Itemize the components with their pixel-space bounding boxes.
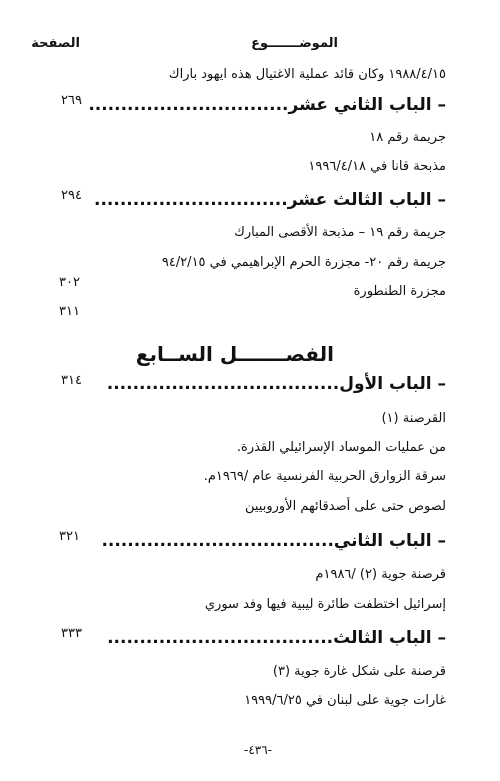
toc-section-heading: – الباب الثالث عشر.............................. xyxy=(93,190,446,210)
toc-line: من عمليات الموساد الإسرائيلي القذرة. xyxy=(236,440,446,455)
page-number: ٢٦٩ xyxy=(61,93,82,108)
toc-section-heading: – الباب الثاني عشر............................... xyxy=(88,95,446,115)
toc-line: القرصنة (١) xyxy=(381,411,446,426)
page-column-header: الصفحة xyxy=(31,36,80,51)
toc-line: لصوص حتى على أصدقائهم الأوروبيين xyxy=(244,499,446,514)
toc-line: ١٩٨٨/٤/١٥ وكان قائد عملية الاغتيال هذه ايهود باراك xyxy=(168,67,446,82)
page-number: ٣١٤ xyxy=(61,373,82,388)
page-number: ٣٢١ xyxy=(59,529,80,544)
toc-line: جريمة رقم ٢٠- مجزرة الحرم الإبراهيمي في ٩٤/٢/١٥ xyxy=(161,255,446,270)
toc-section-heading: – الباب الثالث................................... xyxy=(107,628,446,648)
page-number: ٣٠٢ xyxy=(59,275,80,290)
toc-line: غارات جوية على لبنان في ١٩٩٩/٦/٢٥ xyxy=(244,693,446,708)
toc-section-heading: – الباب الأول.................................... xyxy=(106,374,446,394)
toc-line: مذبحة قانا في ١٩٩٦/٤/١٨ xyxy=(308,159,446,174)
page-number: ٣١١ xyxy=(59,304,80,319)
toc-line: سرقة الزوارق الحربية الفرنسية عام /١٩٦٩م. xyxy=(203,469,446,484)
topic-column-header: الموضـــــــوع xyxy=(251,36,338,51)
chapter-heading: الفصـــــــل الســابع xyxy=(135,342,334,366)
toc-section-heading: – الباب الثاني.................................... xyxy=(101,531,446,551)
toc-line: جريمة رقم ١٨ xyxy=(369,130,446,145)
toc-line: قرصنة على شكل غارة جوية (٣) xyxy=(272,664,446,679)
page-number: ٣٣٣ xyxy=(61,626,82,641)
page-number: ٢٩٤ xyxy=(61,188,82,203)
page-footer-number: -٤٣٦- xyxy=(243,743,272,757)
toc-line: إسرائيل اختطفت طائرة ليبية فيها وفد سوري xyxy=(204,597,446,612)
toc-line: جريمة رقم ١٩ – مذبحة الأقصى المبارك xyxy=(234,225,446,240)
toc-line: قرصنة جوية (٢) /١٩٨٦م xyxy=(315,567,446,582)
toc-line: مجزرة الطنطورة xyxy=(353,284,446,299)
